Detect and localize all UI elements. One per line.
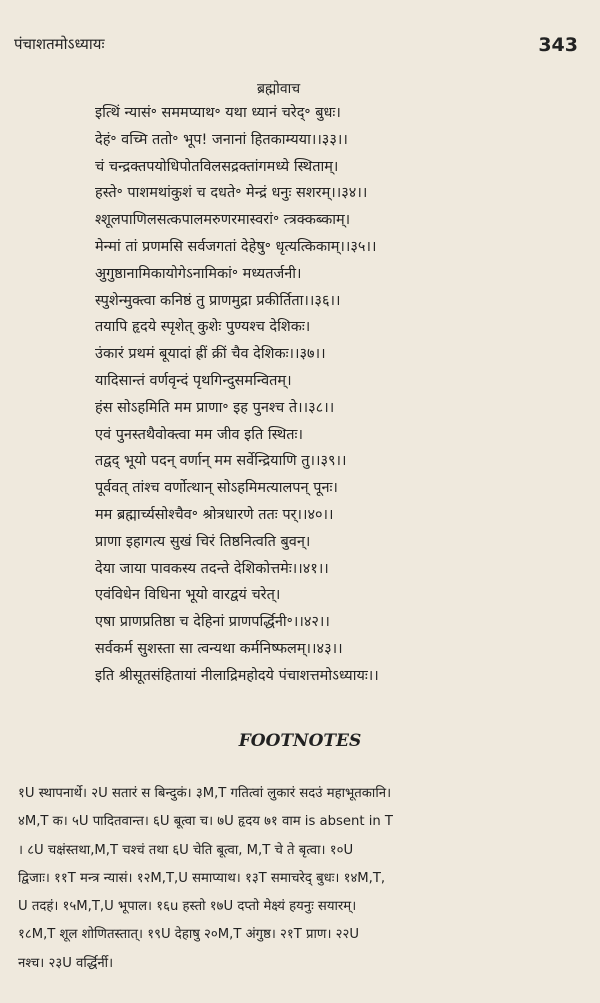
verse-line: एवं पुनस्तथैवोक्त्वा मम जीव इति स्थितः।	[95, 426, 303, 443]
verse-line: मम ब्रह्मार्च्यसोश्चैव॰ श्रोत्रधारणे ततः पर्।।४०।।	[95, 506, 334, 523]
footnote-line: द्विजाः। ११T मन्त्र न्यासं। १२M,T,U समाप्याथ। १३T समाचरेद् बुधः। १४M,T,	[18, 870, 386, 886]
footnote-line: । ८U चक्षंस्तथा,M,T चश्चं तथा ६U चेति बूत्वा, M,T चे ते बृत्वा। १०U	[18, 842, 354, 858]
verse-line: स्पुशेन्मुक्त्वा कनिष्ठं तु प्राणमुद्रा प्रकीर्तिता।।३६।।	[95, 292, 341, 309]
verse-line: देहं॰ वच्मि ततो॰ भूप! जनानां हितकाम्यया।।३३।।	[95, 131, 348, 148]
footnote-line: U तदहं। १५M,T,U भूपाल। १६u हस्तो १७U दप्तो मेक्ष्यं हयनुः सयारम्।	[18, 899, 357, 915]
verse-line: देया जाया पावकस्य तदन्ते देशिकोत्तमेः।।४१।।	[95, 560, 329, 577]
speaker-heading: ब्रह्मोवाच	[257, 81, 301, 97]
verse-line: इत्थिं न्यासं॰ सममप्याथ॰ यथा ध्यानं चरेद्॰ बुधः।	[95, 105, 341, 121]
verse-line: श्शूलपाणिलसत्कपालमरुणरमास्वरां॰ त्त्रक्कब्काम्।	[95, 212, 351, 229]
verse-line: चं चन्द्रक्तपयोधिपोतविलसद्रक्तांगमध्ये स्थिताम्।	[95, 158, 339, 175]
verse-line: एवंविधेन विधिना भूयो वारद्वयं चरेत्।	[95, 587, 281, 604]
verse-line: यादिसान्तं वर्णवृन्दं पृथगिन्दुसमन्वितम्।	[95, 372, 292, 389]
verse-line: एषा प्राणप्रतिष्ठा च देहिनां प्राणपर्द्धिनी॰।।४२।।	[95, 614, 330, 631]
verse-line: तद्वद् भूयो पदन् वर्णान् मम सर्वेन्द्रियाणि तु।।३९।।	[95, 453, 347, 470]
verse-line: उंकारं प्रथमं बूयादां ह्रीं क्रीं चैव देशिकः।।३७।।	[95, 346, 326, 363]
verse-line: प्राणा इहागत्य सुखं चिरं तिष्ठनित्वति बुवन्।	[95, 533, 311, 550]
page-number: 343	[538, 34, 578, 56]
footnote-line: १८M,T शूल शोणितस्तात्। १९U देहाषु २०M,T अंगुष्ठ। २१T प्राण। २२U	[18, 927, 360, 943]
verse-line: तयापि हृदये स्पृशेत् कुशेः पुण्यश्च देशिकः।	[95, 319, 311, 336]
footnote-line: नश्च। २३U वर्द्धिर्नी।	[18, 955, 114, 971]
footnote-line: ४M,T क। ५U पादितवान्त। ६U बूत्वा च। ७U हृदय ७१ वाम is absent in T	[18, 814, 393, 830]
verse-block	[95, 100, 595, 690]
verse-line: अुगुष्ठानामिकायोगेऽनामिकां॰ मध्यतर्जनी।	[95, 265, 302, 282]
footnote-line: १U स्थापनार्थे। २U सतारं स बिन्दुकं। ३M,T गतित्वां लुकारं सदउं महाभूतकानि।	[18, 786, 392, 801]
verse-line: सर्वकर्म सुशस्ता सा त्वन्यथा कर्मनिष्फलम्।।४३।।	[95, 640, 343, 657]
running-header-title: पंचाशतमोऽध्यायः	[14, 35, 105, 53]
footnotes-heading: FOOTNOTES	[238, 731, 362, 751]
verse-line: हंस सोऽहमिति मम प्राणा॰ इह पुनश्च ते।।३८।।	[95, 399, 335, 416]
verse-line: मेन्मां तां प्रणमसि सर्वजगतां देहेषु॰ धृत्यत्किकाम्।।३५।।	[95, 238, 377, 255]
verse-line: हस्ते॰ पाशमथांकुशं च दधते॰ मेन्द्रं धनुः सशरम्।।३४।।	[95, 185, 368, 202]
footnotes-block	[18, 780, 580, 978]
verse-line: पूर्ववत् तांश्च वर्णोत्थान् सोऽहमिमत्यालपन् पूनः।	[95, 480, 338, 497]
verse-line: इति श्रीसूतसंहितायां नीलाद्रिमहोदये पंचाशत्तमोऽध्यायः।।	[95, 667, 379, 684]
